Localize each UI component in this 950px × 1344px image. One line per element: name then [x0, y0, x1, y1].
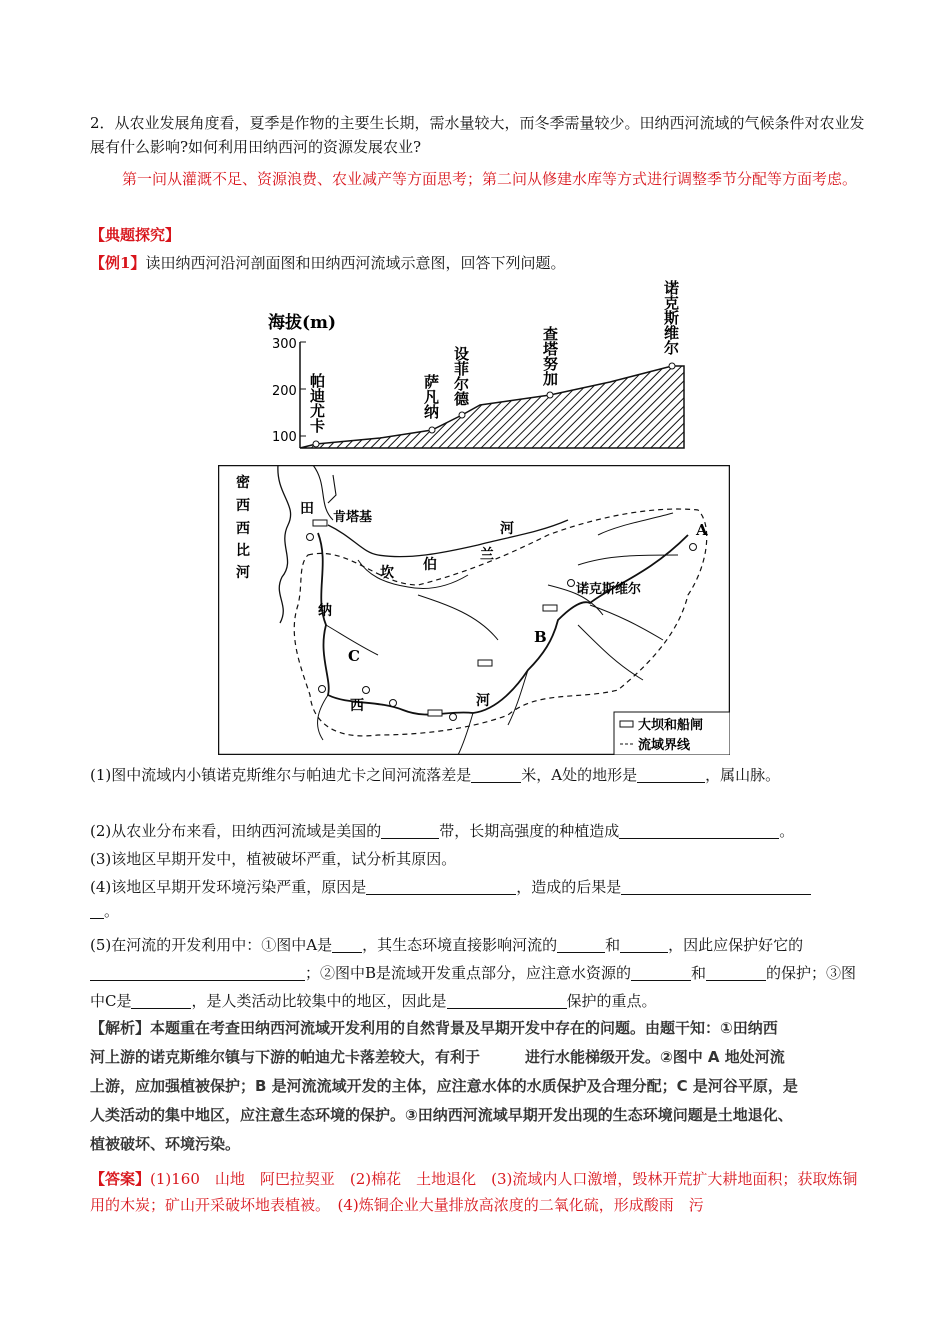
label-kan: 坎 — [380, 565, 394, 581]
q5-text-i: 保护的重点。 — [566, 992, 657, 1010]
legend-boundary-label: 流域界线 — [638, 738, 691, 753]
q5-text-f: 和 — [691, 964, 707, 982]
answer-blank[interactable] — [557, 936, 605, 953]
label-lan: 兰 — [480, 547, 494, 563]
q4-text-a: (4)该地区早期开发环境污染严重，原因是 — [90, 878, 367, 896]
legend-dam-label: 大坝和船闸 — [638, 718, 704, 733]
answer-blank[interactable] — [621, 878, 811, 895]
answer-blank[interactable] — [631, 964, 691, 981]
q2-text-a: (2)从农业分布来看，田纳西河流域是美国的 — [90, 822, 382, 840]
question-2-hint: 第一问从灌溉不足、资源浪费、农业减产等方面思考；第二问从修建水库等方式进行调整季节分配等方面考虑。 — [122, 170, 858, 188]
example-intro — [90, 251, 870, 275]
town-marker — [568, 580, 575, 587]
q2-text-b: 带，长期高强度的种植造成 — [439, 822, 620, 840]
profile-terrain — [300, 366, 684, 448]
dam-marker — [313, 520, 327, 526]
q5-text-e: ；②图中B是流域开发重点部分，应注意水资源的 — [305, 964, 632, 982]
sub-question-1 — [90, 763, 870, 787]
profile-point — [313, 441, 319, 447]
question-2-text: 2．从农业发展角度看，夏季是作物的主要生长期，需水量较大，而冬季需量较少。田纳西河流域的气候条件对农业发展有什么影响?如何利用田纳西河的资源发展农业? — [90, 114, 865, 156]
answer-blank[interactable] — [366, 878, 516, 895]
label-kentucky: 肯塔基 — [333, 510, 373, 525]
answer-label: 【答案】 — [90, 1170, 151, 1188]
town-marker — [390, 700, 397, 707]
profile-tick-100: 100 — [272, 430, 297, 445]
dam-marker — [428, 710, 442, 716]
answer-blank[interactable] — [620, 936, 668, 953]
map-frame — [219, 466, 730, 755]
label-mi-1: 密 — [236, 475, 250, 491]
analysis-line: 【解析】本题重在考查田纳西河流域开发利用的自然背景及早期开发中存在的问题。由题干知：①田纳西 — [90, 1019, 778, 1037]
q5-text-c: 和 — [605, 936, 621, 954]
town-marker — [690, 544, 697, 551]
town-marker — [319, 686, 326, 693]
label-mi-3: 西 — [236, 521, 250, 537]
q2-text-c: 。 — [779, 822, 795, 840]
label-tian: 田 — [300, 501, 314, 517]
profile-point — [459, 412, 465, 418]
label-A: A — [696, 521, 708, 539]
label-mi-5: 河 — [236, 565, 250, 581]
profile-tick-300: 300 — [272, 337, 297, 352]
town-marker — [450, 714, 457, 721]
place-knoxville: 诺克斯维尔 — [662, 280, 680, 355]
sub-question-4 — [90, 875, 870, 923]
label-bo: 伯 — [423, 557, 437, 573]
profile-point — [429, 427, 435, 433]
q5-text-h: ，是人类活动比较集中的地区，因此是 — [191, 992, 447, 1010]
q5-text-b: ，其生态环境直接影响河流的 — [362, 936, 558, 954]
analysis-line: 人类活动的集中地区，应注意生态环境的保护。③田纳西河流域早期开发出现的生态环境问题是土地退化、 — [90, 1106, 793, 1124]
q4-text-b: ，造成的后果是 — [516, 878, 622, 896]
label-mi-2: 西 — [236, 498, 250, 514]
answer-blank[interactable] — [332, 936, 362, 953]
q1-text-b: 米，A处的地形是 — [521, 766, 638, 784]
answer-blank[interactable] — [706, 964, 766, 981]
answer-blank[interactable] — [447, 992, 567, 1009]
answer-blank[interactable] — [90, 902, 104, 919]
label-C: C — [348, 647, 360, 665]
label-xi: 西 — [350, 698, 364, 714]
place-chattanooga: 查塔努加 — [541, 326, 559, 386]
river-profile-figure — [260, 278, 700, 450]
label-knoxville: 诺克斯维尔 — [576, 582, 642, 597]
answer-text: (1)160 山地 阿巴拉契亚 (2)棉花 土地退化 (3)流域内人口激增，毁林开荒扩大耕地面积；获取炼铜用的木炭；矿山开采破坏地表植被。 (4)炼铜企业大量排放高浓度的二氧化硫，形成酸雨 污 — [90, 1170, 858, 1214]
q5-text-d: ，因此应保护好它的 — [668, 936, 804, 954]
example-text: 读田纳西河沿河剖面图和田纳西河流域示意图，回答下列问题。 — [145, 254, 566, 272]
q1-text-d: 山脉。 — [735, 766, 781, 784]
answer-blank[interactable] — [471, 766, 521, 783]
sub-question-3: (3)该地区早期开发中，植被破坏严重，试分析其原因。 — [90, 850, 457, 868]
place-paducah: 帕迪尤卡 — [308, 373, 326, 433]
profile-point — [547, 392, 553, 398]
q5-text-a: (5)在河流的开发利用中：①图中A是 — [90, 936, 333, 954]
q5-text-g: 的保护；③图中C是 — [90, 964, 857, 1010]
example-label: 【例1】 — [90, 254, 146, 272]
q4-text-c: 。 — [104, 902, 120, 920]
legend-dam-symbol — [620, 721, 633, 727]
analysis-line: 上游，应加强植被保护；B 是河流流域开发的主体，应注意水体的水质保护及合理分配；C 是河谷平原，是 — [90, 1077, 798, 1095]
answer-blank[interactable] — [619, 822, 779, 839]
answer-blank[interactable] — [131, 992, 191, 1009]
answer-blank[interactable] — [90, 964, 305, 981]
label-na: 纳 — [318, 603, 332, 619]
answer-blank[interactable] — [381, 822, 439, 839]
profile-ylabel: 海拔(m) — [268, 313, 337, 333]
sub-question-2 — [90, 819, 870, 843]
dam-marker — [543, 605, 557, 611]
profile-point — [669, 363, 675, 369]
place-sheffield: 设菲尔德 — [452, 346, 470, 406]
sub-question-5 — [90, 931, 870, 1015]
town-marker — [363, 687, 370, 694]
dam-marker — [478, 660, 492, 666]
answer-block — [90, 1166, 870, 1218]
answer-blank[interactable] — [637, 766, 705, 783]
analysis-line: 河上游的诺克斯维尔镇与下游的帕迪尤卡落差较大，有利于 进行水能梯级开发。②图中 A 地处河流 — [90, 1048, 785, 1066]
q1-text-a: (1)图中流域内小镇诺克斯维尔与帕迪尤卡之间河流落差是 — [90, 766, 472, 784]
label-mi-4: 比 — [236, 543, 250, 559]
profile-tick-200: 200 — [272, 384, 297, 399]
basin-map-figure — [218, 465, 730, 755]
label-he-2: 河 — [476, 693, 490, 709]
label-B: B — [534, 628, 547, 646]
label-he-1: 河 — [500, 521, 514, 537]
analysis-line: 植被破坏、环境污染。 — [90, 1135, 241, 1153]
section-title: 【典题探究】 — [90, 226, 181, 244]
analysis-block — [90, 1014, 850, 1159]
town-marker — [307, 534, 314, 541]
place-savannah: 萨凡纳 — [422, 374, 440, 419]
q1-text-c: ，属 — [705, 766, 736, 784]
